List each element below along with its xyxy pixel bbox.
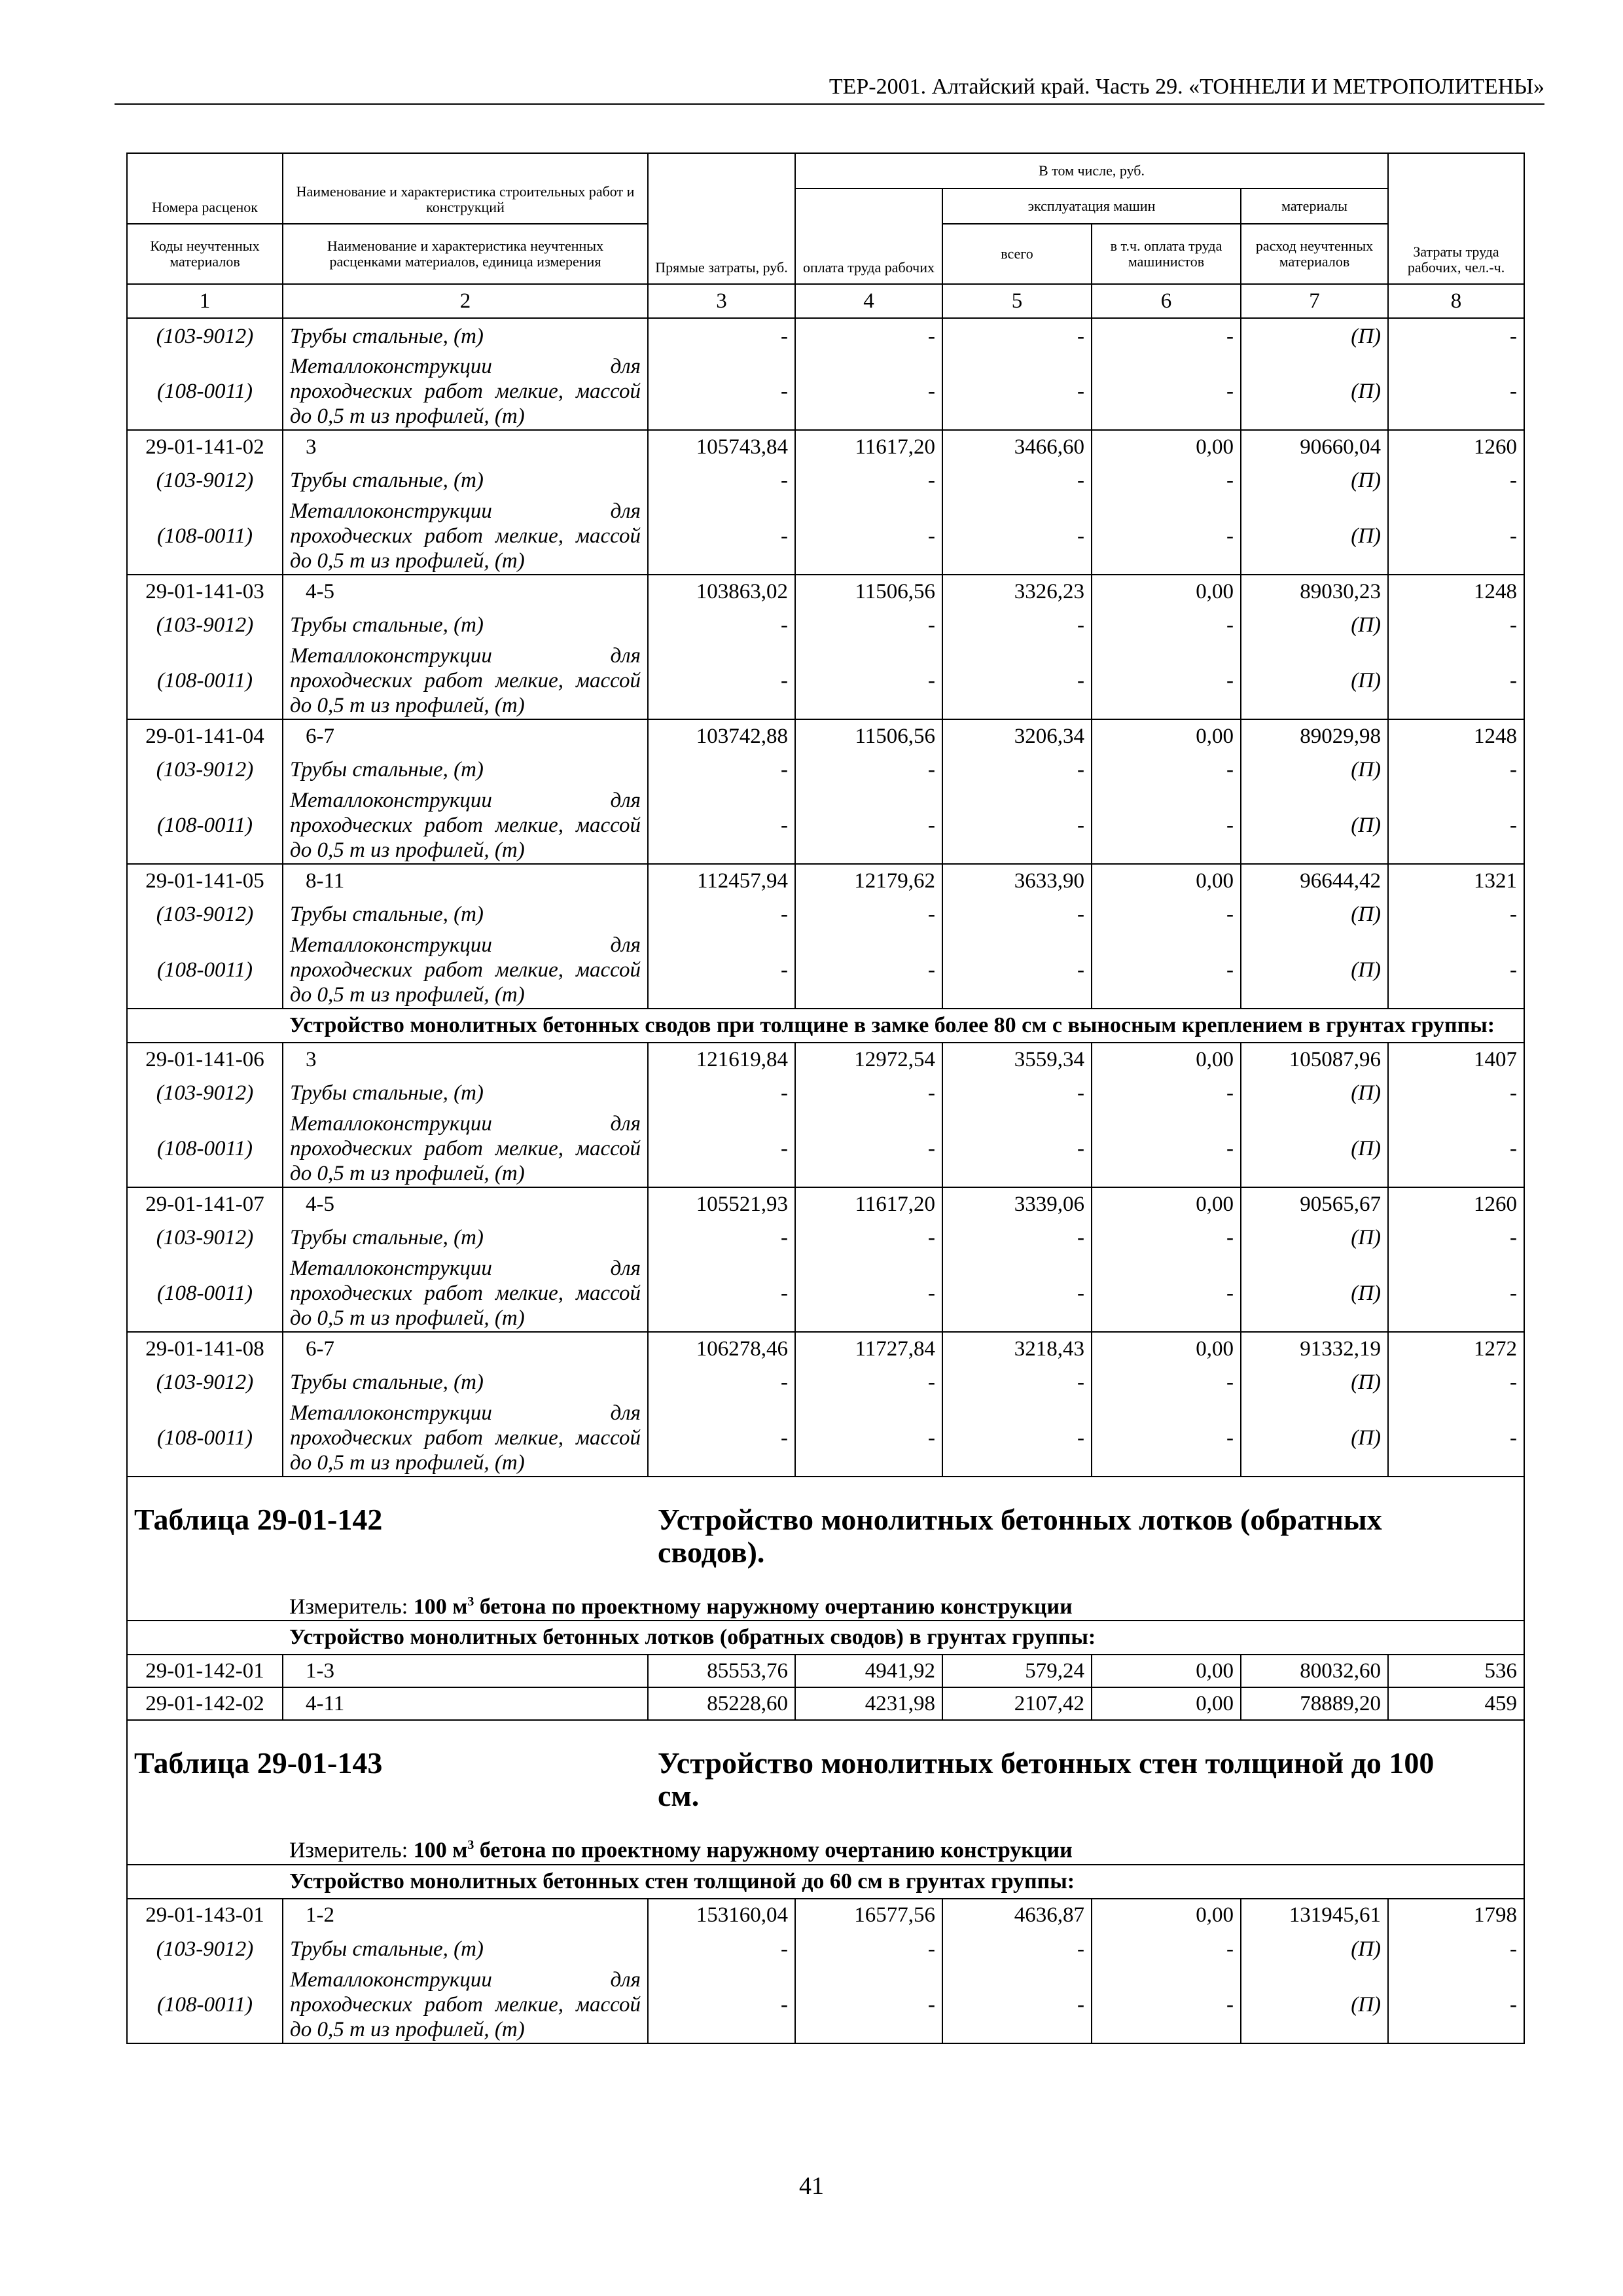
cell-dash: -	[648, 897, 795, 932]
cell-dash: -	[1388, 498, 1524, 575]
material-code: (108-0011)	[127, 643, 283, 719]
material-name: Трубы стальные, (т)	[283, 1220, 648, 1255]
material-code: (103-9012)	[127, 1931, 283, 1967]
cell-dash: -	[648, 1967, 795, 2043]
cell-dash: -	[942, 1111, 1092, 1187]
cell-dash: -	[648, 318, 795, 353]
table-row	[127, 1899, 1524, 1931]
material-code: (108-0011)	[127, 1967, 283, 2043]
direct-cost: 105521,93	[648, 1187, 795, 1220]
labor-hours: 1260	[1388, 430, 1524, 463]
machine-cost: 3466,60	[942, 430, 1092, 463]
col-head-materials: материалы	[1241, 188, 1388, 224]
table-row	[127, 1187, 1524, 1220]
cell-dash: -	[1388, 1075, 1524, 1111]
cell-dash: -	[942, 787, 1092, 864]
materials-cost: 131945,61	[1241, 1899, 1388, 1931]
rate-code: 29-01-142-01	[127, 1655, 283, 1687]
machine-cost: 3339,06	[942, 1187, 1092, 1220]
cell-dash: -	[795, 1365, 942, 1400]
cell-dash: -	[648, 498, 795, 575]
col-head-mat-use: расход неучтенных материалов	[1241, 224, 1388, 284]
cell-dash: -	[795, 787, 942, 864]
cell-dash: -	[795, 643, 942, 719]
col-head-labor-cost: Затраты труда рабочих, чел.-ч.	[1388, 153, 1524, 284]
cell-project: (П)	[1241, 643, 1388, 719]
measure-label: Измеритель:	[289, 1838, 414, 1863]
cell-dash: -	[648, 353, 795, 430]
materials-cost: 89029,98	[1241, 719, 1388, 752]
cell-dash: -	[1092, 1931, 1241, 1967]
labor-hours: 1798	[1388, 1899, 1524, 1931]
material-row	[127, 752, 1524, 787]
material-code: (103-9012)	[127, 607, 283, 643]
cell-dash: -	[1092, 498, 1241, 575]
labor-pay: 12972,54	[795, 1043, 942, 1075]
cell-dash: -	[1388, 643, 1524, 719]
table-name: Устройство монолитных бетонных лотков (обратных сводов).	[658, 1503, 1382, 1569]
labor-hours: 459	[1388, 1687, 1524, 1720]
rate-name: 3	[283, 1043, 648, 1075]
cell-project: (П)	[1241, 498, 1388, 575]
cell-dash: -	[1092, 1255, 1241, 1332]
materials-cost: 91332,19	[1241, 1332, 1388, 1365]
cell-dash: -	[1092, 932, 1241, 1009]
col-head-machines: эксплуатация машин	[942, 188, 1241, 224]
machinist-pay: 0,00	[1092, 575, 1241, 607]
machinist-pay: 0,00	[1092, 1899, 1241, 1931]
cell-dash: -	[1092, 1111, 1241, 1187]
col-head-total: всего	[942, 224, 1092, 284]
cell-dash: -	[1092, 463, 1241, 498]
material-name: Металлоконструкции для проходческих работ мелкие, массой до 0,5 т из профилей, (т)	[283, 1967, 648, 2043]
measure-line	[283, 1588, 1524, 1621]
cell-dash: -	[648, 643, 795, 719]
labor-hours: 1248	[1388, 575, 1524, 607]
materials-cost: 90565,67	[1241, 1187, 1388, 1220]
rate-name: 6-7	[283, 1332, 648, 1365]
cell-dash: -	[942, 1400, 1092, 1477]
col-head-codes-top: Номера расценок	[127, 153, 283, 224]
table-row	[127, 1332, 1524, 1365]
col-num: 6	[1092, 284, 1241, 318]
rate-code: 29-01-141-07	[127, 1187, 283, 1220]
table-row	[127, 719, 1524, 752]
material-code: (103-9012)	[127, 1075, 283, 1111]
material-name: Металлоконструкции для проходческих работ мелкие, массой до 0,5 т из профилей, (т)	[283, 643, 648, 719]
cell-dash: -	[795, 1931, 942, 1967]
material-row	[127, 607, 1524, 643]
material-code: (108-0011)	[127, 1400, 283, 1477]
direct-cost: 112457,94	[648, 864, 795, 897]
labor-hours: 1260	[1388, 1187, 1524, 1220]
cell-dash: -	[942, 932, 1092, 1009]
labor-pay: 4231,98	[795, 1687, 942, 1720]
measure-sup: 3	[467, 1838, 474, 1853]
material-code: (103-9012)	[127, 752, 283, 787]
col-num: 1	[127, 284, 283, 318]
cell-dash: -	[1388, 1967, 1524, 2043]
cell-dash: -	[1092, 787, 1241, 864]
rate-code: 29-01-141-03	[127, 575, 283, 607]
rate-name: 3	[283, 430, 648, 463]
cell-dash: -	[1092, 1967, 1241, 2043]
cell-dash: -	[942, 607, 1092, 643]
cell-project: (П)	[1241, 353, 1388, 430]
material-name: Металлоконструкции для проходческих работ мелкие, массой до 0,5 т из профилей, (т)	[283, 1111, 648, 1187]
cell-dash: -	[795, 353, 942, 430]
cell-dash: -	[1388, 932, 1524, 1009]
material-row	[127, 1931, 1524, 1967]
cell-dash: -	[1092, 752, 1241, 787]
labor-pay: 11506,56	[795, 719, 942, 752]
col-head-direct: Прямые затраты, руб.	[648, 153, 795, 284]
page-number: 41	[799, 2172, 824, 2200]
cell-dash: -	[1388, 463, 1524, 498]
machinist-pay: 0,00	[1092, 1043, 1241, 1075]
cell-dash: -	[795, 318, 942, 353]
cell-project: (П)	[1241, 1967, 1388, 2043]
measure-unit: 100 м	[413, 1594, 468, 1619]
material-name: Трубы стальные, (т)	[283, 752, 648, 787]
labor-hours: 1248	[1388, 719, 1524, 752]
cell-dash: -	[795, 498, 942, 575]
cell-project: (П)	[1241, 1931, 1388, 1967]
material-name: Трубы стальные, (т)	[283, 318, 648, 353]
measure-text: бетона по проектному наружному очертанию конструкции	[474, 1594, 1073, 1619]
direct-cost: 153160,04	[648, 1899, 795, 1931]
materials-cost: 78889,20	[1241, 1687, 1388, 1720]
col-num: 4	[795, 284, 942, 318]
cell-project: (П)	[1241, 787, 1388, 864]
materials-cost: 90660,04	[1241, 430, 1388, 463]
materials-cost: 96644,42	[1241, 864, 1388, 897]
cell-dash: -	[942, 463, 1092, 498]
machine-cost: 3218,43	[942, 1332, 1092, 1365]
table-row	[127, 864, 1524, 897]
material-row	[127, 463, 1524, 498]
measure-line	[283, 1832, 1524, 1864]
cell-dash: -	[648, 932, 795, 1009]
measure-sup: 3	[467, 1594, 474, 1609]
machinist-pay: 0,00	[1092, 1655, 1241, 1687]
material-name: Трубы стальные, (т)	[283, 463, 648, 498]
rate-code: 29-01-141-06	[127, 1043, 283, 1075]
rate-name: 4-5	[283, 575, 648, 607]
cell-dash: -	[648, 463, 795, 498]
cell-dash: -	[1388, 353, 1524, 430]
measure-unit: 100 м	[413, 1838, 468, 1863]
cell-dash: -	[942, 1967, 1092, 2043]
cell-dash: -	[648, 1400, 795, 1477]
machinist-pay: 0,00	[1092, 1687, 1241, 1720]
material-name: Металлоконструкции для проходческих работ мелкие, массой до 0,5 т из профилей, (т)	[283, 1255, 648, 1332]
cell-dash: -	[1388, 752, 1524, 787]
cell-dash: -	[1092, 1220, 1241, 1255]
cell-dash: -	[1388, 1111, 1524, 1187]
material-name: Трубы стальные, (т)	[283, 1365, 648, 1400]
cell-project: (П)	[1241, 1400, 1388, 1477]
direct-cost: 103863,02	[648, 575, 795, 607]
cell-dash: -	[648, 607, 795, 643]
cell-project: (П)	[1241, 1075, 1388, 1111]
cell-dash: -	[795, 463, 942, 498]
labor-pay: 4941,92	[795, 1655, 942, 1687]
cell-dash: -	[942, 1255, 1092, 1332]
cell-dash: -	[1092, 1365, 1241, 1400]
material-name: Трубы стальные, (т)	[283, 897, 648, 932]
cell-project: (П)	[1241, 1365, 1388, 1400]
cell-dash: -	[1092, 353, 1241, 430]
cell-dash: -	[1388, 607, 1524, 643]
direct-cost: 121619,84	[648, 1043, 795, 1075]
section-heading: Устройство монолитных бетонных лотков (обратных сводов) в грунтах группы:	[283, 1621, 1524, 1655]
rate-name: 1-3	[283, 1655, 648, 1687]
machinist-pay: 0,00	[1092, 430, 1241, 463]
measure-label: Измеритель:	[289, 1594, 414, 1619]
material-row	[127, 932, 1524, 1009]
cell-dash: -	[648, 1931, 795, 1967]
cell-project: (П)	[1241, 1255, 1388, 1332]
machinist-pay: 0,00	[1092, 1332, 1241, 1365]
cell-dash: -	[942, 1220, 1092, 1255]
machine-cost: 4636,87	[942, 1899, 1092, 1931]
rate-name: 6-7	[283, 719, 648, 752]
machine-cost: 579,24	[942, 1655, 1092, 1687]
cell-dash: -	[1388, 1255, 1524, 1332]
labor-hours: 536	[1388, 1655, 1524, 1687]
labor-pay: 11617,20	[795, 1187, 942, 1220]
material-row	[127, 1400, 1524, 1477]
col-num: 8	[1388, 284, 1524, 318]
material-code: (103-9012)	[127, 897, 283, 932]
material-code: (108-0011)	[127, 1111, 283, 1187]
cell-project: (П)	[1241, 752, 1388, 787]
material-code: (108-0011)	[127, 932, 283, 1009]
section-heading: Устройство монолитных бетонных стен толщиной до 60 см в грунтах группы:	[283, 1865, 1524, 1899]
material-code: (103-9012)	[127, 463, 283, 498]
table-title: Таблица 29-01-142	[134, 1503, 383, 1536]
direct-cost: 106278,46	[648, 1332, 795, 1365]
machine-cost: 2107,42	[942, 1687, 1092, 1720]
rate-name: 4-5	[283, 1187, 648, 1220]
col-head-incl: В том числе, руб.	[795, 153, 1388, 188]
cell-dash: -	[795, 1111, 942, 1187]
cell-project: (П)	[1241, 897, 1388, 932]
cell-dash: -	[795, 932, 942, 1009]
cell-project: (П)	[1241, 607, 1388, 643]
rate-code: 29-01-143-01	[127, 1899, 283, 1931]
cell-project: (П)	[1241, 932, 1388, 1009]
table-caption	[127, 1720, 1524, 1832]
table-row	[127, 430, 1524, 463]
machinist-pay: 0,00	[1092, 719, 1241, 752]
table-row	[127, 575, 1524, 607]
material-code: (108-0011)	[127, 498, 283, 575]
cell-dash: -	[1092, 897, 1241, 932]
cell-dash: -	[1092, 643, 1241, 719]
material-row	[127, 643, 1524, 719]
col-head-codes-bottom: Коды неучтенных материалов	[127, 224, 283, 284]
cell-dash: -	[942, 1365, 1092, 1400]
rate-name: 8-11	[283, 864, 648, 897]
materials-cost: 105087,96	[1241, 1043, 1388, 1075]
labor-pay: 11617,20	[795, 430, 942, 463]
col-num: 5	[942, 284, 1092, 318]
cell-dash: -	[795, 1220, 942, 1255]
material-row	[127, 1967, 1524, 2043]
cell-project: (П)	[1241, 318, 1388, 353]
page-header: ТЕР-2001. Алтайский край. Часть 29. «ТОННЕЛИ И МЕТРОПОЛИТЕНЫ»	[115, 71, 1544, 105]
labor-pay: 11727,84	[795, 1332, 942, 1365]
cell-dash: -	[795, 897, 942, 932]
table-name: Устройство монолитных бетонных стен толщиной до 100 см.	[658, 1746, 1435, 1813]
col-head-name-bottom: Наименование и характеристика неучтенных расценками материалов, единица измерения	[283, 224, 648, 284]
labor-hours: 1272	[1388, 1332, 1524, 1365]
cell-project: (П)	[1241, 1111, 1388, 1187]
rate-name: 4-11	[283, 1687, 648, 1720]
table-row	[127, 1655, 1524, 1687]
cell-dash: -	[942, 318, 1092, 353]
material-row	[127, 1220, 1524, 1255]
cell-dash: -	[1092, 1075, 1241, 1111]
machine-cost: 3206,34	[942, 719, 1092, 752]
material-code: (108-0011)	[127, 1255, 283, 1332]
material-name: Трубы стальные, (т)	[283, 1075, 648, 1111]
labor-pay: 12179,62	[795, 864, 942, 897]
col-head-name-top: Наименование и характеристика строительных работ и конструкций	[283, 153, 648, 224]
cell-dash: -	[795, 1400, 942, 1477]
cell-dash: -	[942, 498, 1092, 575]
measure-text: бетона по проектному наружному очертанию конструкции	[474, 1838, 1073, 1863]
cell-dash: -	[1092, 318, 1241, 353]
cell-dash: -	[648, 752, 795, 787]
direct-cost: 105743,84	[648, 430, 795, 463]
cell-dash: -	[795, 1075, 942, 1111]
cell-dash: -	[795, 1967, 942, 2043]
rate-code: 29-01-141-02	[127, 430, 283, 463]
cell-dash: -	[942, 1075, 1092, 1111]
table-title: Таблица 29-01-143	[134, 1746, 383, 1780]
cell-dash: -	[1388, 1400, 1524, 1477]
material-name: Трубы стальные, (т)	[283, 607, 648, 643]
cell-dash: -	[942, 353, 1092, 430]
material-row	[127, 1255, 1524, 1332]
machinist-pay: 0,00	[1092, 864, 1241, 897]
col-num: 3	[648, 284, 795, 318]
table-row	[127, 1043, 1524, 1075]
rate-name: 1-2	[283, 1899, 648, 1931]
cell-dash: -	[795, 752, 942, 787]
material-name: Металлоконструкции для проходческих работ мелкие, массой до 0,5 т из профилей, (т)	[283, 1400, 648, 1477]
cell-dash: -	[648, 1220, 795, 1255]
labor-hours: 1321	[1388, 864, 1524, 897]
material-row	[127, 1075, 1524, 1111]
table-caption	[127, 1477, 1524, 1588]
material-group	[127, 318, 1524, 430]
cell-dash: -	[1388, 897, 1524, 932]
materials-cost: 80032,60	[1241, 1655, 1388, 1687]
rates-table-wrap	[126, 152, 1524, 2044]
cell-dash: -	[942, 752, 1092, 787]
material-name: Металлоконструкции для проходческих работ мелкие, массой до 0,5 т из профилей, (т)	[283, 498, 648, 575]
cell-dash: -	[942, 1931, 1092, 1967]
cell-dash: -	[1092, 607, 1241, 643]
material-row	[127, 1365, 1524, 1400]
cell-dash: -	[795, 1255, 942, 1332]
rates-table	[126, 152, 1525, 2044]
materials-cost: 89030,23	[1241, 575, 1388, 607]
labor-hours: 1407	[1388, 1043, 1524, 1075]
col-head-incl-mach: в т.ч. оплата труда машинистов	[1092, 224, 1241, 284]
cell-dash: -	[942, 643, 1092, 719]
rate-code: 29-01-142-02	[127, 1687, 283, 1720]
cell-dash: -	[648, 1365, 795, 1400]
cell-project: (П)	[1241, 463, 1388, 498]
machine-cost: 3559,34	[942, 1043, 1092, 1075]
col-num: 7	[1241, 284, 1388, 318]
material-name: Металлоконструкции для проходческих работ мелкие, массой до 0,5 т из профилей, (т)	[283, 932, 648, 1009]
material-code: (103-9012)	[127, 318, 283, 353]
material-code: (103-9012)	[127, 1365, 283, 1400]
machinist-pay: 0,00	[1092, 1187, 1241, 1220]
direct-cost: 85553,76	[648, 1655, 795, 1687]
material-code: (103-9012)	[127, 1220, 283, 1255]
cell-dash: -	[795, 607, 942, 643]
material-row	[127, 498, 1524, 575]
material-row	[127, 897, 1524, 932]
cell-dash: -	[1388, 1220, 1524, 1255]
cell-dash: -	[648, 787, 795, 864]
machine-cost: 3326,23	[942, 575, 1092, 607]
cell-dash: -	[1388, 1365, 1524, 1400]
material-name: Металлоконструкции для проходческих работ мелкие, массой до 0,5 т из профилей, (т)	[283, 787, 648, 864]
direct-cost: 85228,60	[648, 1687, 795, 1720]
material-name: Металлоконструкции для проходческих работ мелкие, массой до 0,5 т из профилей, (т)	[283, 353, 648, 430]
col-num: 2	[283, 284, 648, 318]
material-name: Трубы стальные, (т)	[283, 1931, 648, 1967]
machine-cost: 3633,90	[942, 864, 1092, 897]
cell-dash: -	[648, 1075, 795, 1111]
material-code: (108-0011)	[127, 787, 283, 864]
cell-dash: -	[1388, 1931, 1524, 1967]
material-row	[127, 787, 1524, 864]
cell-dash: -	[1092, 1400, 1241, 1477]
material-row	[127, 1111, 1524, 1187]
cell-dash: -	[942, 897, 1092, 932]
cell-dash: -	[1388, 318, 1524, 353]
section-heading: Устройство монолитных бетонных сводов при толщине в замке более 80 см с выносным креплением в грунтах группы:	[283, 1009, 1524, 1043]
cell-dash: -	[648, 1111, 795, 1187]
col-head-labor: оплата труда рабочих	[795, 188, 942, 284]
rate-code: 29-01-141-05	[127, 864, 283, 897]
labor-pay: 16577,56	[795, 1899, 942, 1931]
cell-dash: -	[1388, 787, 1524, 864]
rate-code: 29-01-141-04	[127, 719, 283, 752]
cell-dash: -	[648, 1255, 795, 1332]
cell-project: (П)	[1241, 1220, 1388, 1255]
rate-code: 29-01-141-08	[127, 1332, 283, 1365]
labor-pay: 11506,56	[795, 575, 942, 607]
direct-cost: 103742,88	[648, 719, 795, 752]
material-code: (108-0011)	[127, 353, 283, 430]
table-row	[127, 1687, 1524, 1720]
